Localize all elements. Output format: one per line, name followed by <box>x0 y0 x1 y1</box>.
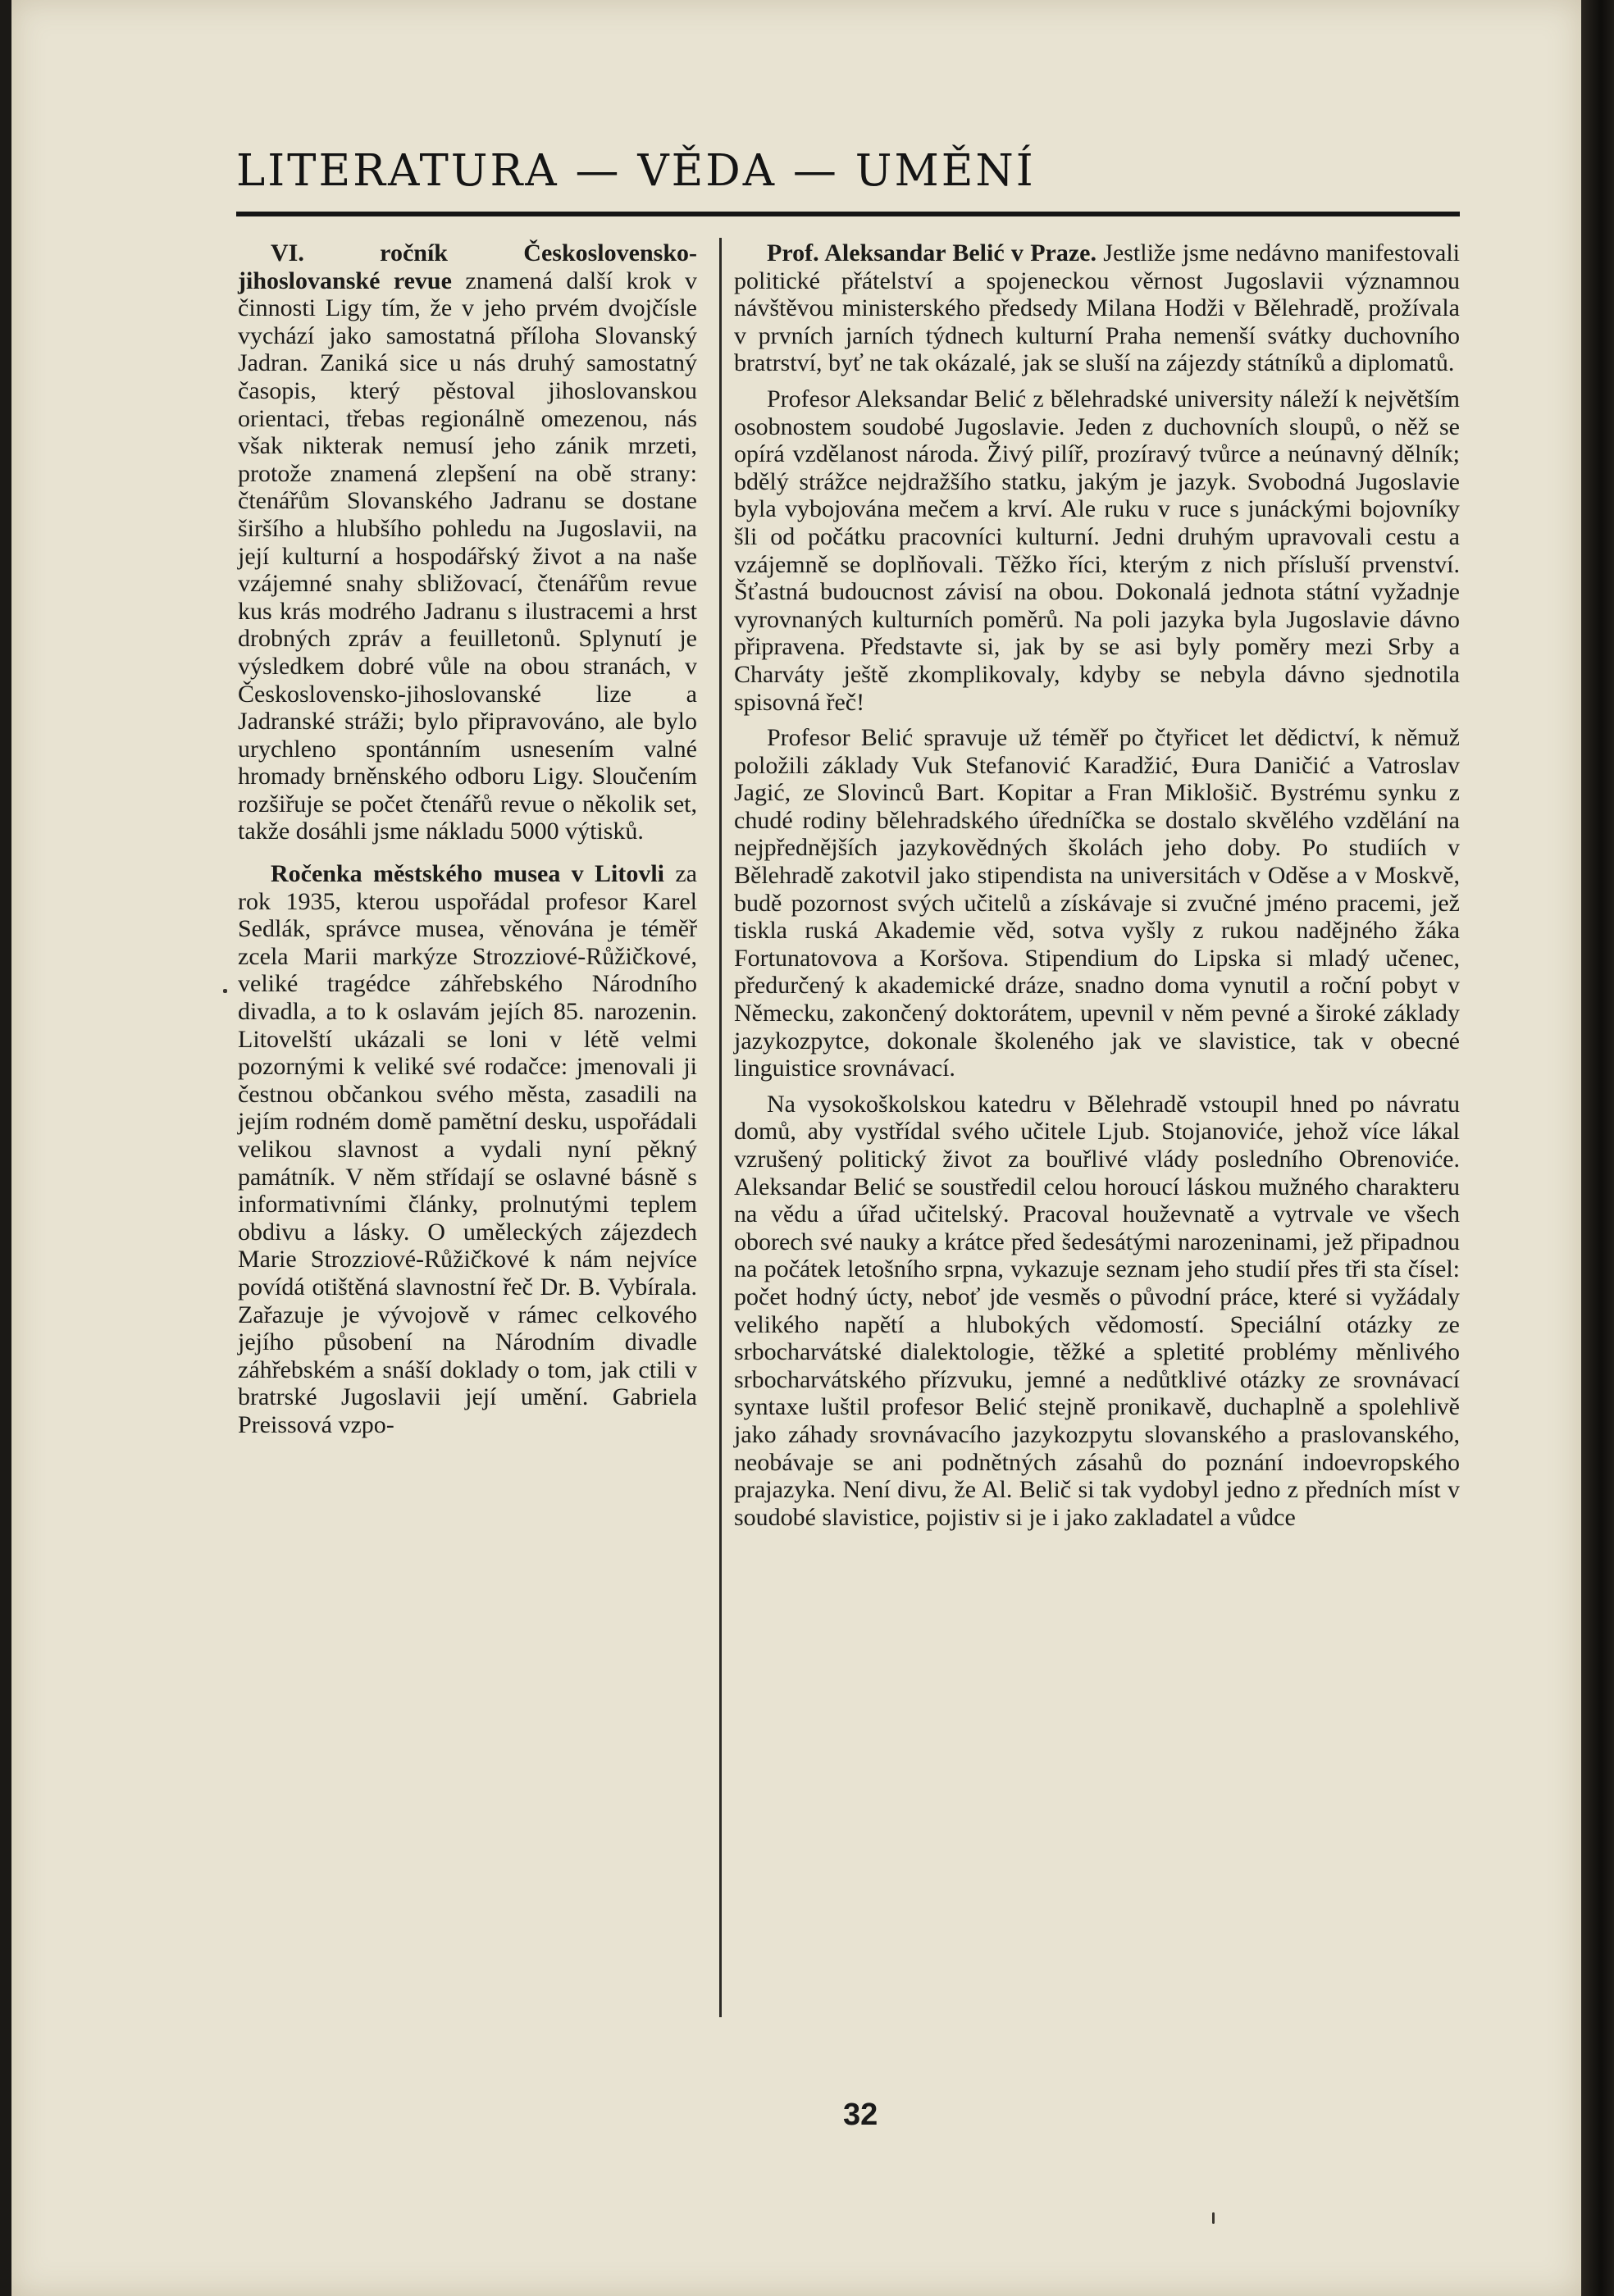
book-binding-edge <box>1581 0 1614 2296</box>
article-belic-intro-text: Jestliže jsme nedávno manifestovali politické přátelství a spojeneckou věrnost Jugoslavii významnou návštěvou ministerského předsedy Milana Hodži v Bělehradě, prožívala v prvních jarních týdnech kulturní Praha nemenší svátky duchovního bratrství, byť ne tak okázalé, jak se sluší na zájezdy státníků a diplomatů. <box>734 239 1460 377</box>
header-rule <box>236 212 1460 216</box>
article-revue-text: znamená další krok v činnosti Ligy tím, že v jeho prvém dvojčísle vychází jako samostatná příloha Slovanský Jadran. Zaniká sice u nás druhý samostatný časopis, který pěstoval jihoslovanskou orientaci, třebas regionálně omezenou, nás však nikterak nemusí jeho zánik mrzeti, protože znamená zlepšení na obě strany: čtenářům Slovanského Jadranu se dostane širšího a hlubšího pohledu na Jugoslavii, na její kulturní a hospodářský život a na naše vzájemné snahy sbližovací, čtenářům revue kus krás modrého Jadranu s ilustracemi a hrst drobných zpráv a feuilletonů. Splynutí je výsledkem dobré vůle na obou stranách, v Československo-jihoslovanské lize a Jadranské stráži; bylo připravováno, ale bylo urychleno spontánním usnesením valné hromady brněnského odboru Ligy. Sloučením rozšiřuje se počet čtenářů revue o několik set, takže dosáhli jsme nákladu 5000 výtisků. <box>238 266 698 845</box>
section-header <box>236 146 1460 212</box>
article-rocenka <box>238 860 697 1438</box>
article-revue <box>238 239 697 845</box>
print-speck <box>1212 2212 1215 2224</box>
article-rocenka-text: za rok 1935, kterou uspořádal profesor Karel Sedlák, správce musea, věnována je téměř zcela Marii markýze Strozziové-Růžičkové, veliké tragédce záhřebského Národního divadla, a to k oslavám jejích 85. narozenin. Litovelští ukázali se loni v létě velmi pozornými k veliké své rodačce: jmenovali ji čestnou občankou svého města, zasadili na jejím rodném domě pamětní desku, uspořádali velikou slavnost a vydali nyní pěkný památník. V něm střídají se oslavné básně s informativními články, prolnutými teplem obdivu a lásky. O uměleckých zájezdech Marie Strozziové-Růžičkové k nám nejvíce povídá otištěná slavnostní řeč Dr. B. Vybírala. Zařazuje je vývojově v rámec celkového jejího působení na Národním divadle záhřebském a snáší doklady o tom, jak ctili v bratrské Jugoslavii její umění. Gabriela Preissová vzpo- <box>238 860 697 1438</box>
column-divider <box>719 238 722 2017</box>
article-belic-lead: Prof. Aleksandar Belić v Praze. <box>767 239 1097 266</box>
article-rocenka-lead: Ročenka městského musea v Litovli <box>271 860 665 888</box>
article-belic-p4: Na vysokoškolskou katedru v Bělehradě vstoupil hned po návratu domů, aby vystřídal svého učitele Ljub. Stojanoviće, jehož více lákal vzrušený politický život za bouřlivé vlády posledního Obrenoviće. Aleksandar Belić se soustředil celou horoucí láskou mužného charakteru na vědu a úřad učitelský. Pracoval houževnatě a vytrvale ve všech oborech své nauky a krátce před šedesátými narozeninami, jež připadnou na počátek letošního srpna, vykazuje seznam jeho studií přes tři sta čísel: počet hodný úcty, neboť jde vesměs o původní práce, které si vyžádaly velikého napětí a hlubokých vědomostí. Speciální otázky ze srbocharvátské dialektologie, těžké a spletité problémy měnlivého srbocharvátského přízvuku, jemné a nedůtklivé otázky ze srovnávací syntaxe luštil profesor Belić stejně pronikavě, duchaplně a spolehlivě jako záhady srovnávacího jazykozpytu slovanského a praslovanského, neobávaje se ani podnětných zásahů do poznání indoevropského prajazyka. Není divu, že Al. Belič si tak vydobyl jedno z předních míst v soudobé slavistice, pojistiv si je i jako zakladatel a vůdce <box>734 1090 1460 1531</box>
section-title: LITERATURA — VĚDA — UMĚNÍ <box>236 146 1036 196</box>
left-column <box>238 239 697 1447</box>
print-speck <box>223 989 227 993</box>
article-revue-lead: VI. ročník Československo-jihoslovanské revue <box>238 239 697 294</box>
article-belic-p2: Profesor Aleksandar Belić z bělehradské university náleží k největším osobnostem soudobé Jugoslavie. Jeden z duchovních sloupů, o něž se opírá vzdělanost národa. Živý pilíř, prozíravý tvůrce a neúnavný dělník; bdělý strážce nejdražšího statku, jakým je jazyk. Svobodná Jugoslavie byla vybojována mečem a krví. Ale ruku v ruce s junáckými bojovníky šli od počátku pracovníci kulturní. Jedni druhým upravovali cestu a vzájemně se doplňovali. Těžko říci, kterým z nich přísluší prvenství. Šťastná budoucnost závisí na obou. Dokonalá jednota státní vyžadnje vyrovnaných kulturních poměrů. Na poli jazyka byla Jugoslavie dávno připravena. Představte si, jak by se asi byly poměry mezi Srby a Charváty ještě zkomplikovaly, kdyby se nebyla dávno sjednotila spisovná řeč! <box>734 385 1460 716</box>
page-number: 32 <box>843 2098 878 2132</box>
article-belic-intro <box>734 239 1460 377</box>
right-column <box>734 239 1460 1539</box>
article-belic-p3: Profesor Belić spravuje už téměř po čtyřicet let dědictví, k němuž položili základy Vuk Stefanović Karadžić, Đura Daničić a Vatroslav Jagić, ze Slovinců Bart. Kopitar a Fran Miklošič. Bystrému synku z chudé rodiny bělehradského úředníčka se dostalo skvělého vzdělání na nejpřednějších jazykovědných školách jeho doby. Po studiích v Bělehradě zakotvil jako stipendista na universitách v Oděse a v Moskvě, budě pozornost svých učitelů a získávaje si zvučné jméno pracemi, jež tiskla ruská Akademie věd, sotva vyšly z rukou nadějného žáka Fortunatovova a Koršova. Stipendium do Lipska si mladý učenec, předurčený k akademické dráze, snadno doma vynutil a roční pobyt v Německu, zakončený doktorátem, upevnil v něm pevné a široké základy jazykozpytce, dokonale školeného jak ve slavistice, tak v obecné linguistice srovnávací. <box>734 724 1460 1082</box>
